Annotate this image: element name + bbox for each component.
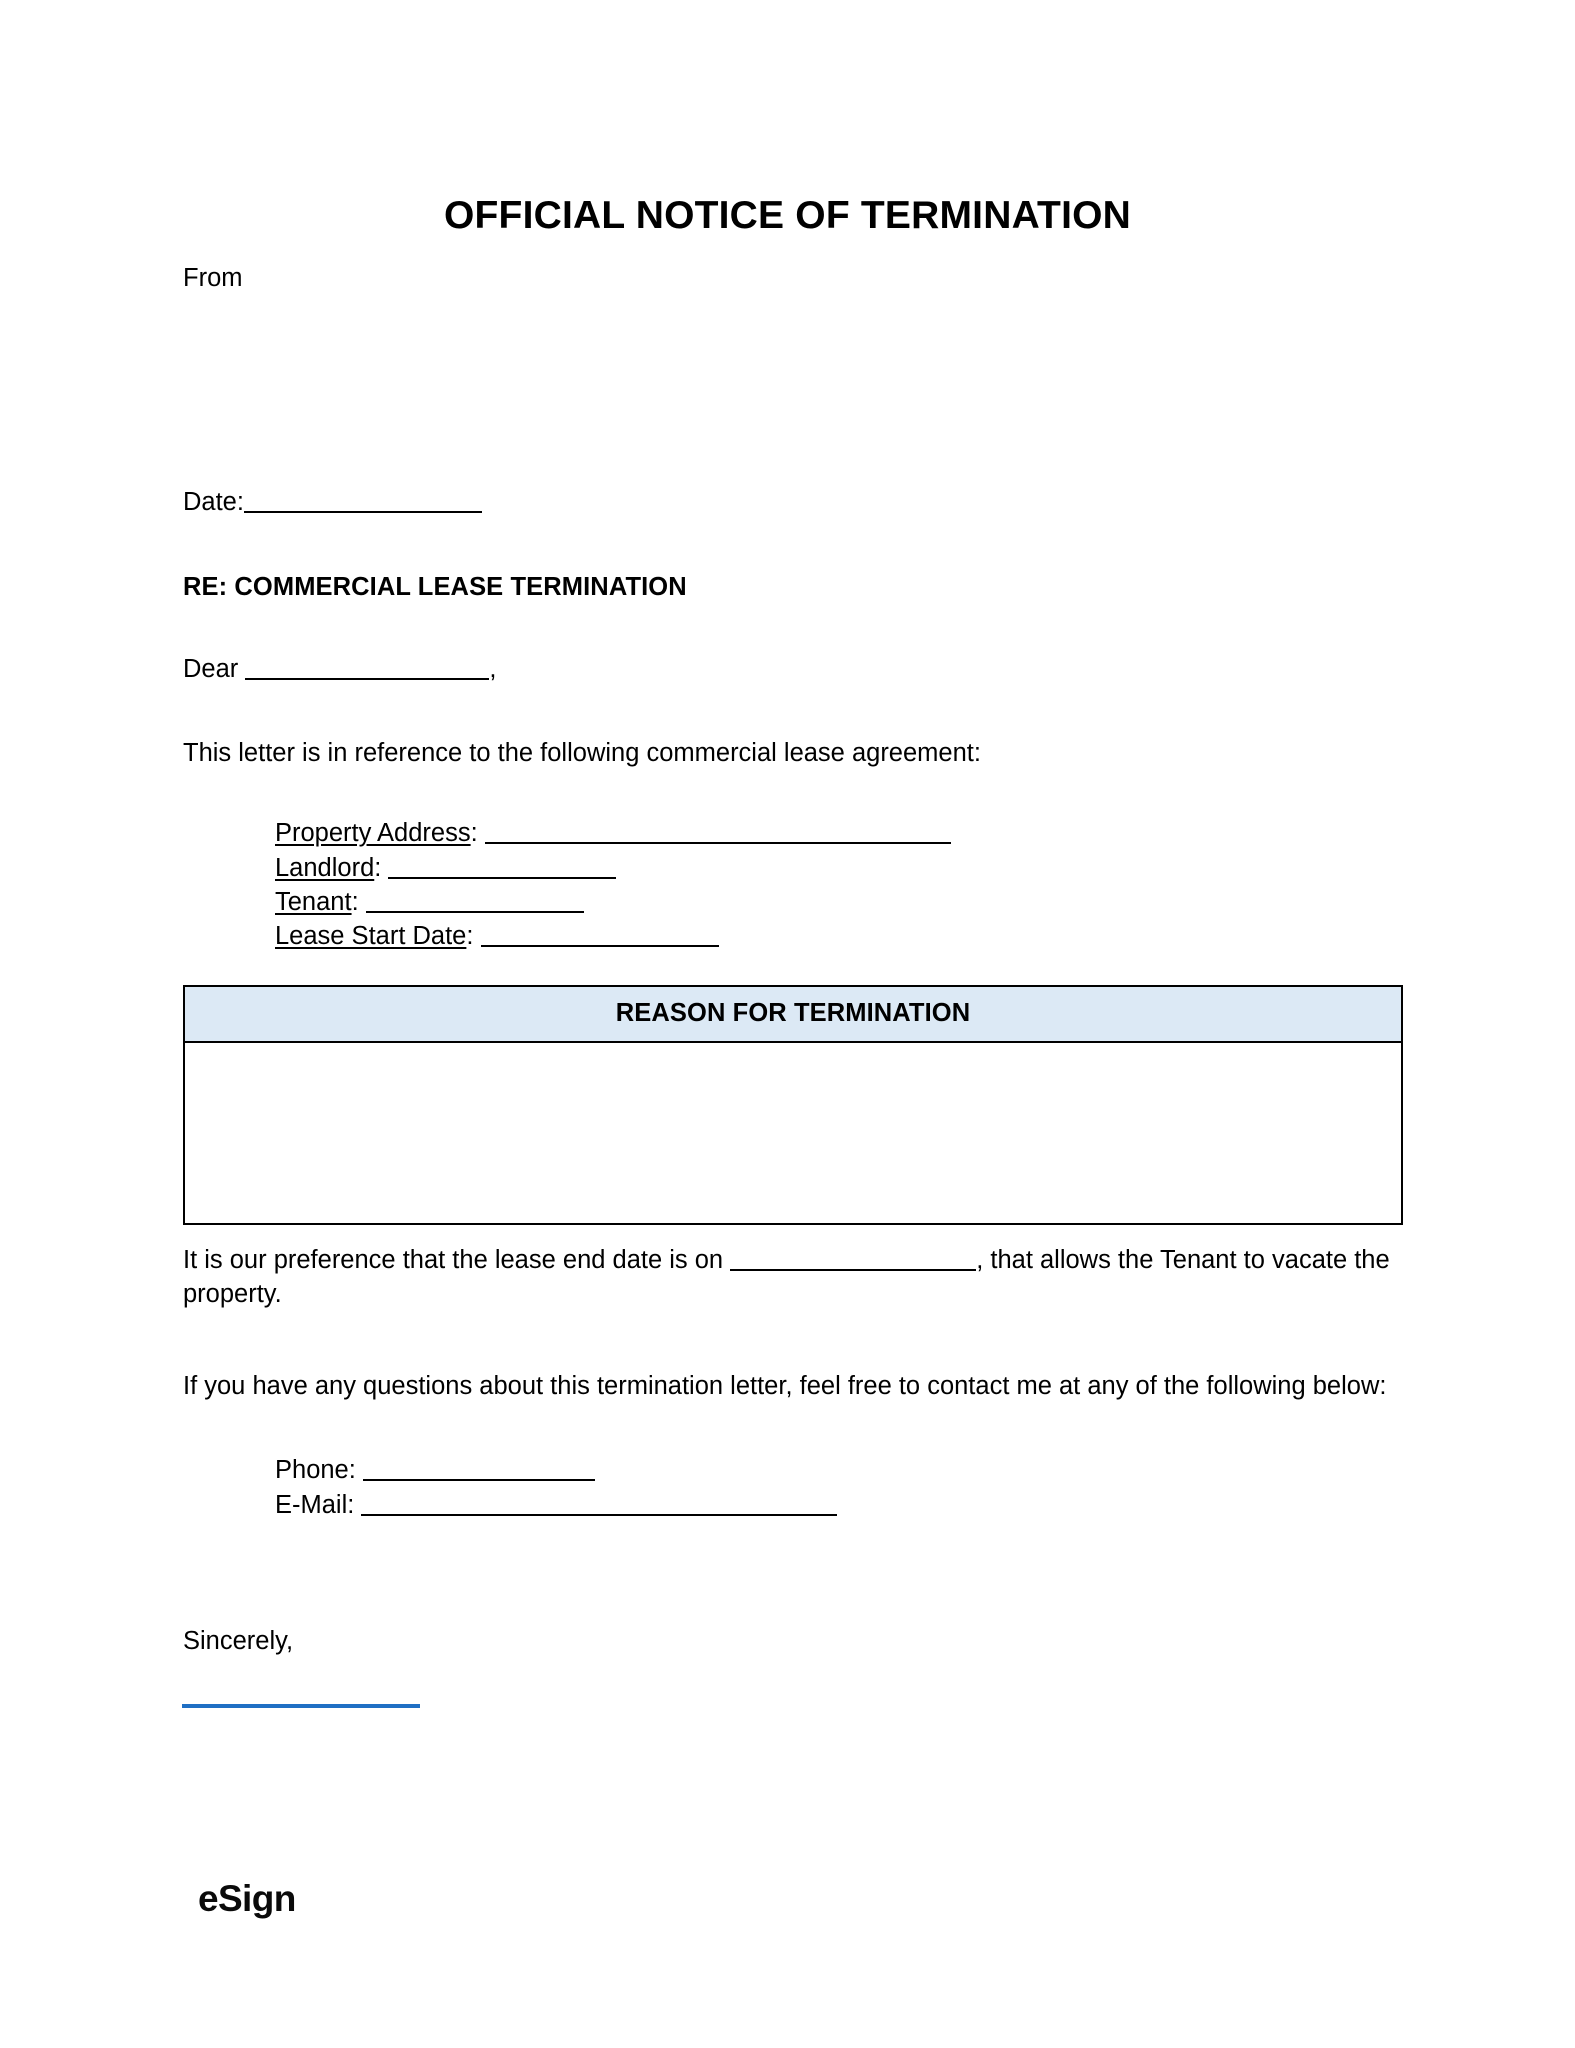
reason-for-termination-table [183,985,1403,1225]
subject-line: RE: COMMERCIAL LEASE TERMINATION [183,573,687,602]
salutation-row [183,653,1403,687]
questions-paragraph: If you have any questions about this termination letter, feel free to contact me at any of the following below: [183,1372,1387,1401]
esign-logo: eSign [198,1878,296,1919]
table-row-header [184,986,1402,1042]
page-title: OFFICIAL NOTICE OF TERMINATION [443,194,1131,238]
lease-details-list [183,816,1403,953]
property-address-label: Property Address [275,819,471,848]
letter-body-bottom [183,1243,1413,1658]
lease-start-date-input-line[interactable] [481,926,719,947]
contact-fields-list [183,1453,1413,1522]
preference-paragraph [183,1243,1413,1311]
reference-paragraph: This letter is in reference to the following commercial lease agreement: [183,738,981,767]
property-address-input-line[interactable] [485,823,951,844]
list-item-email [275,1488,1413,1522]
lease-end-date-input-line[interactable] [730,1250,976,1271]
tenant-colon: : [351,887,359,916]
landlord-colon: : [374,853,382,882]
from-label: From [183,264,243,292]
phone-label: Phone: [275,1456,356,1485]
closing-text: Sincerely, [183,1627,294,1656]
lease-start-date-colon: : [466,922,474,951]
from-fill-area[interactable] [183,296,1403,486]
landlord-input-line[interactable] [388,858,616,879]
list-item-phone [275,1453,1413,1487]
date-input-line[interactable] [244,492,482,513]
preference-text-before: It is our preference that the lease end date is on [183,1246,724,1274]
tenant-label: Tenant [275,887,352,916]
lease-start-date-label: Lease Start Date [275,922,467,951]
property-address-colon: : [470,819,478,848]
list-item-landlord [275,851,1403,885]
landlord-label: Landlord [275,853,375,882]
tenant-input-line[interactable] [366,892,584,913]
signature-line[interactable] [182,1704,420,1708]
list-item-lease-start-date [275,919,1403,953]
salutation-comma: , [489,654,497,683]
salutation-input-line[interactable] [245,659,489,680]
email-input-line[interactable] [361,1495,837,1516]
date-field-row [183,486,1403,520]
email-label: E-Mail: [275,1490,355,1519]
letter-body-top [183,262,1403,953]
phone-input-line[interactable] [363,1460,595,1481]
reason-textarea[interactable] [184,1042,1402,1224]
table-row-body [184,1042,1402,1224]
salutation-label: Dear [183,654,239,683]
preference-text-after: , that allows the Tenant to vacate the property. [183,1246,1390,1309]
date-label: Date: [183,487,244,516]
list-item-tenant [275,885,1403,919]
list-item-property-address [275,816,1403,850]
reason-section-header: REASON FOR TERMINATION [184,986,1402,1042]
